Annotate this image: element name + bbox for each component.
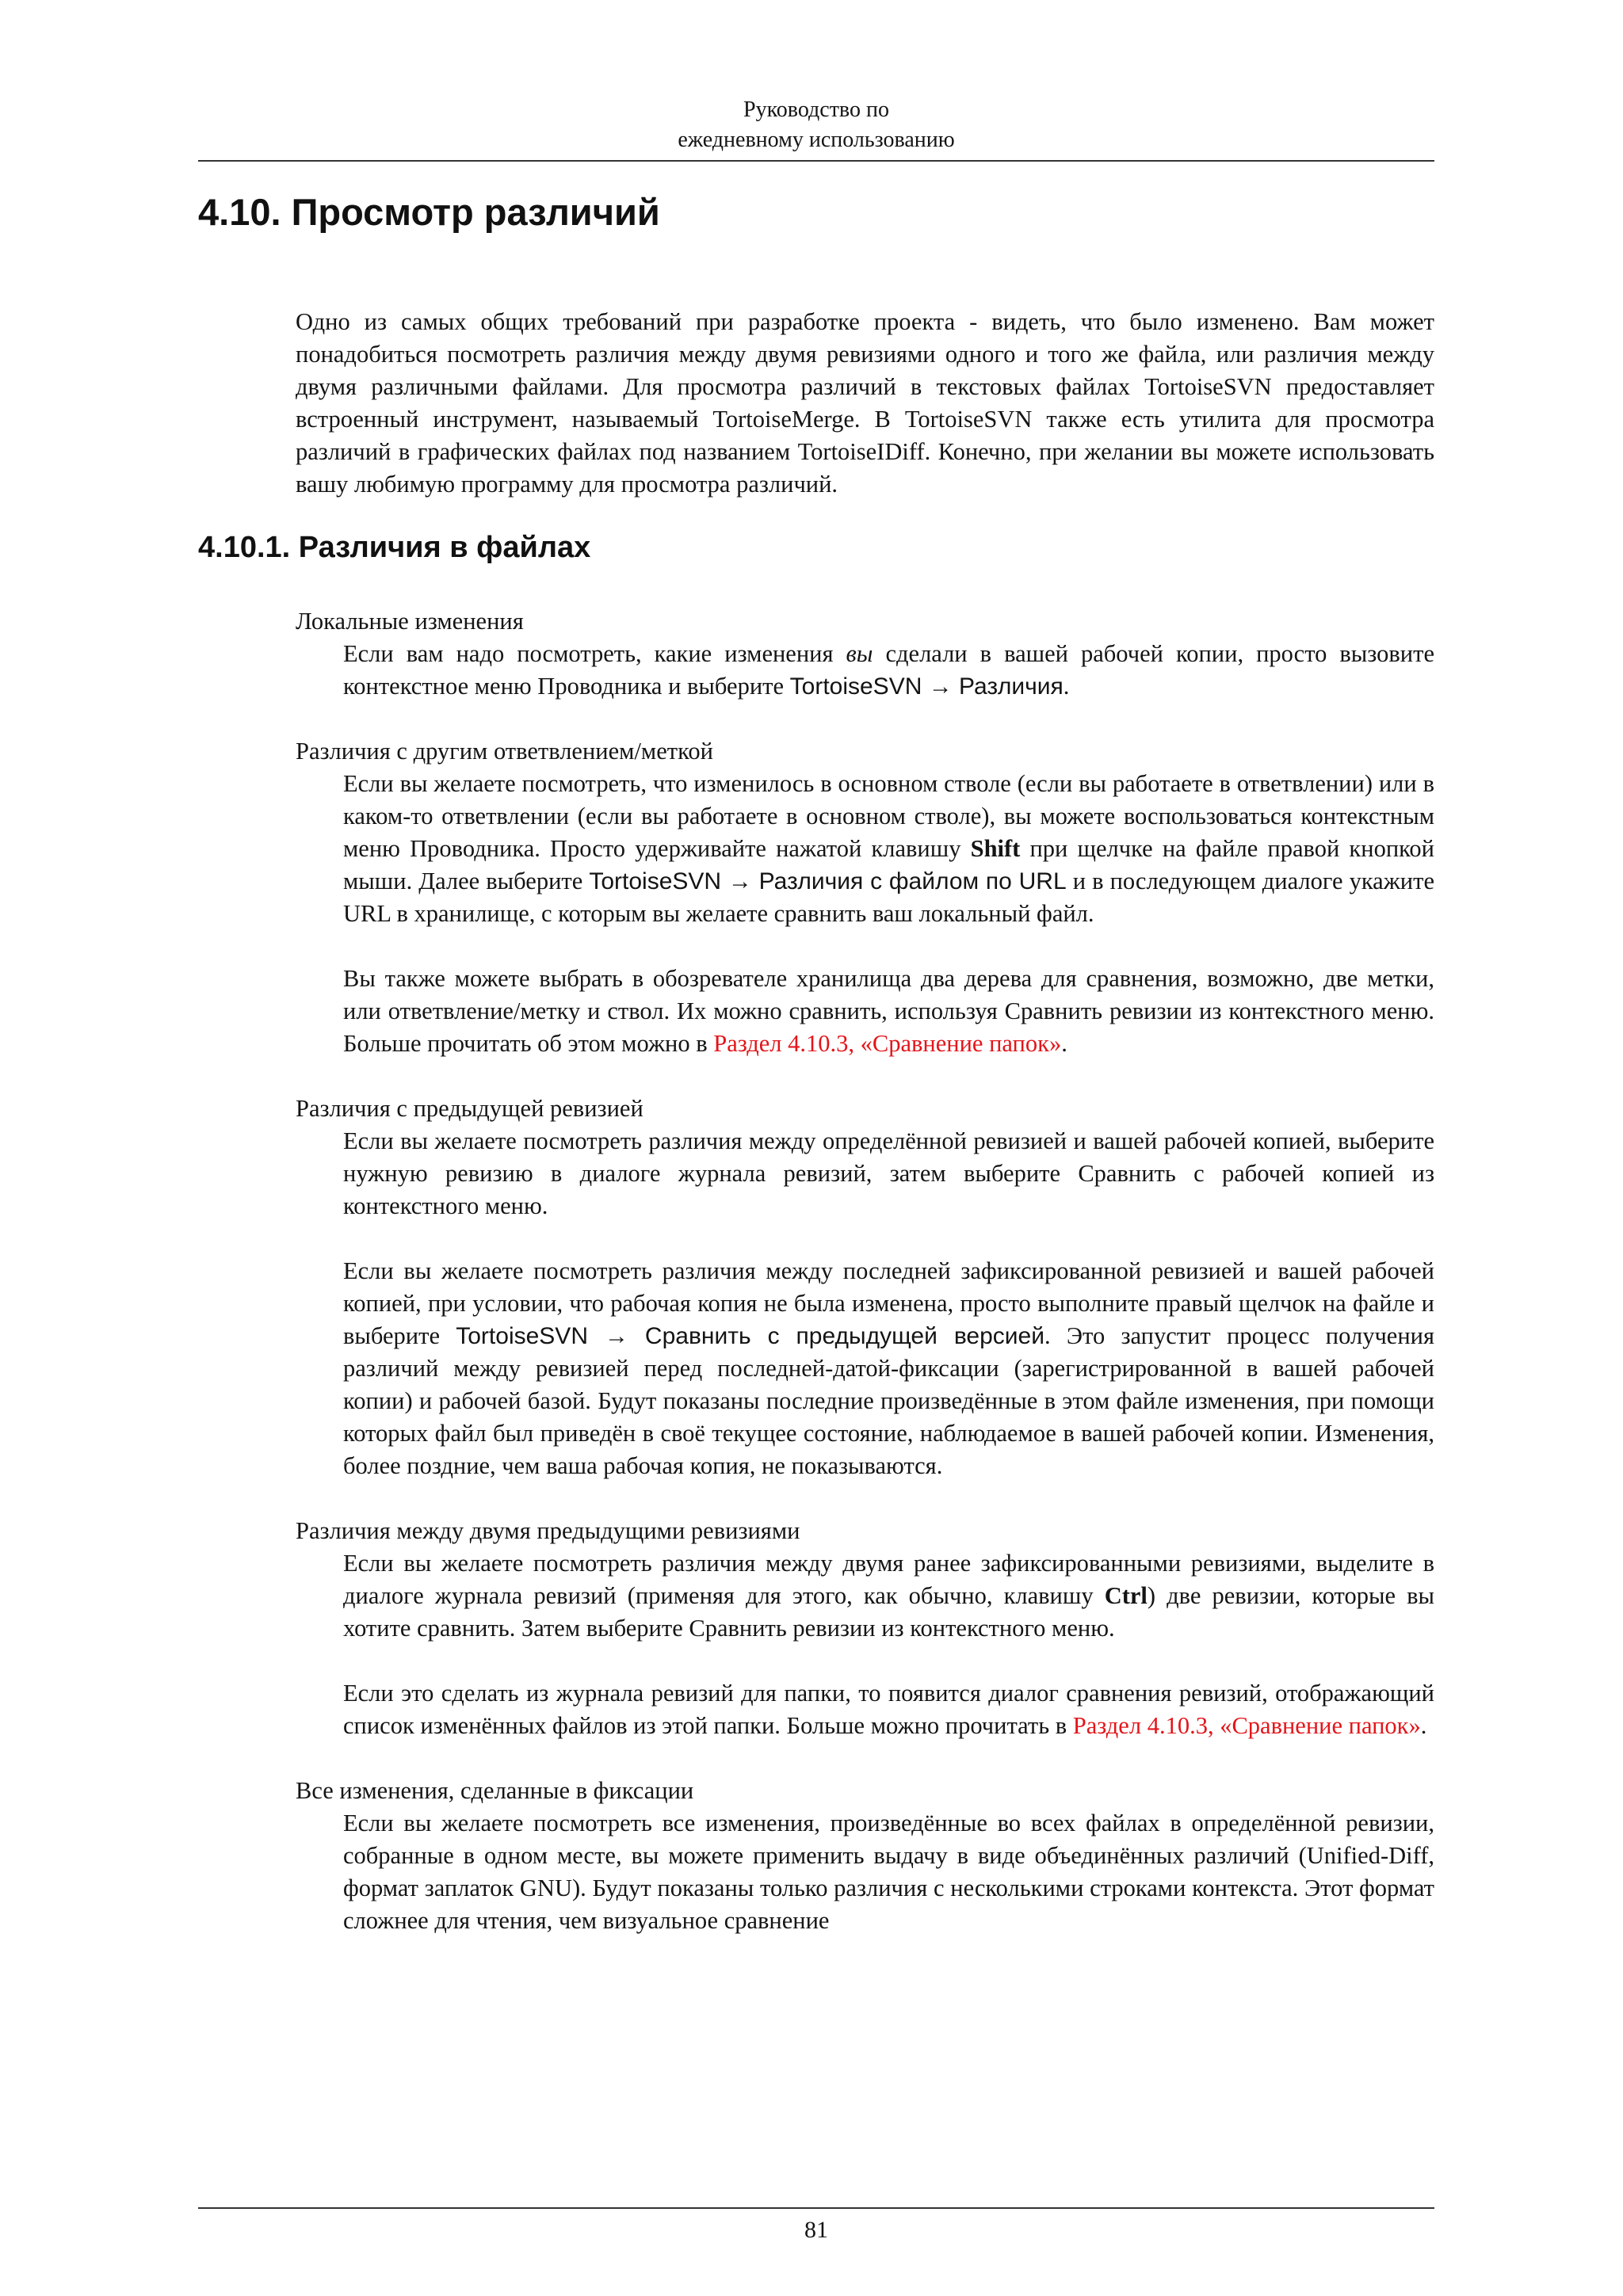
text: Если вы желаете посмотреть различия между последней зафиксированной ревизией и вашей рабочей копией, при условии, что рабочая копия не была изменена, просто выполните правый щелчок на файле и выберите (343, 1257, 1434, 1349)
text: Если вам надо посмотреть, какие изменения (343, 640, 846, 667)
key-shift: Shift (970, 835, 1021, 862)
def-two-revisions (343, 1547, 1434, 1742)
term-branch-diff: Различия с другим ответвлением/меткой (296, 738, 713, 765)
entry-branch-diff (296, 735, 1434, 1060)
term-two-revisions: Различия между двумя предыдущими ревизиями (296, 1517, 800, 1544)
paragraph: Если вы желаете посмотреть различия между определённой ревизией и вашей рабочей копией, выберите нужную ревизию в диалоге журнала ревизий, затем выберите Сравнить с рабочей копией из контекстного меню. (343, 1127, 1434, 1219)
paragraph (343, 963, 1434, 1060)
term-commit-changes: Все изменения, сделанные в фиксации (296, 1777, 694, 1804)
menu-path: TortoiseSVN → Сравнить с предыдущей версией (456, 1323, 1045, 1349)
def-prev-revision (343, 1125, 1434, 1482)
text: Если вы желаете посмотреть различия между двумя ранее зафиксированными ревизиями, выделите в диалоге журнала ревизий (применяя для этого, как обычно, клавишу (343, 1550, 1434, 1609)
text: . (1420, 1712, 1427, 1739)
page-number: 81 (198, 2207, 1434, 2244)
entry-two-revisions (296, 1515, 1434, 1742)
menu-path: TortoiseSVN → Различия (789, 673, 1064, 700)
header-line-2: ежедневному использованию (678, 128, 955, 152)
entry-local-changes (296, 605, 1434, 703)
paragraph: Если вы желаете посмотреть все изменения, произведённые во всех файлах в определённой ревизии, собранные в одном месте, вы можете применить выдачу в виде объединённых различий (Unified-Diff, формат заплаток GNU). Будут показаны только различия с несколькими строками контекста. Этот формат сложнее для чтения, чем визуальное сравнение (343, 1810, 1434, 1934)
running-header (198, 95, 1434, 162)
menu-path: TortoiseSVN → Различия с файлом по URL (589, 868, 1067, 894)
text: . (1061, 1030, 1067, 1057)
text: Если вы желаете посмотреть, что изменилось в основном стволе (если вы работаете в ответвлении) или в каком-то ответвлении (если вы работаете в основном стволе), вы можете воспользоваться контекстным меню Проводника. Просто удерживайте нажатой клавишу (343, 770, 1434, 862)
section-title: 4.10.1. Различия в файлах (198, 531, 591, 564)
emphasis: вы (846, 640, 873, 667)
paragraph (343, 638, 1434, 703)
paragraph (343, 1547, 1434, 1645)
text: . Это запустит процесс получения различий между ревизией перед последней-датой-фиксации (зарегистрированной в вашей рабочей копии) и рабочей базой. Будут показаны последние произведённые в этом файле изменения, при помощи которых файл был приведён в своё текущее состояние, наблюдаемое в вашей рабочей копии. Изменения, более поздние, чем ваша рабочая копия, не показываются. (343, 1322, 1434, 1479)
entry-prev-revision (296, 1093, 1434, 1482)
paragraph (343, 768, 1434, 930)
text: ) две ревизии, которые вы хотите сравнить. Затем выберите Сравнить ревизии из контекстного меню. (343, 1582, 1434, 1642)
paragraph (343, 1677, 1434, 1742)
def-commit-changes (343, 1807, 1434, 1937)
definition-list (296, 605, 1434, 1970)
text: Если это сделать из журнала ревизий для папки, то появится диалог сравнения ревизий, отображающий список изменённых файлов из этой папки. Больше можно прочитать в (343, 1680, 1434, 1739)
text: Вы также можете выбрать в обозревателе хранилища два дерева для сравнения, возможно, две метки, или ответвление/метку и ствол. Их можно сравнить, используя Сравнить ревизии из контекстного меню. Больше прочитать об этом можно в (343, 965, 1434, 1057)
term-prev-revision: Различия с предыдущей ревизией (296, 1095, 643, 1122)
text: . (1063, 673, 1070, 700)
page-title: 4.10. Просмотр различий (198, 191, 660, 233)
text: при щелчке на файле правой кнопкой мыши. Далее выберите (343, 835, 1434, 894)
text: и в последующем диалоге укажите URL в хранилище, с которым вы желаете сравнить ваш локальный файл. (343, 868, 1434, 927)
def-local-changes (343, 638, 1434, 703)
text: сделали в вашей рабочей копии, просто вызовите контекстное меню Проводника и выберите (343, 640, 1434, 700)
term-local-changes: Локальные изменения (296, 608, 524, 635)
entry-commit-changes (296, 1775, 1434, 1937)
header-line-1: Руководство по (743, 97, 889, 122)
def-branch-diff (343, 768, 1434, 1060)
section-link[interactable]: Раздел 4.10.3, «Сравнение папок» (713, 1030, 1062, 1057)
intro-paragraph: Одно из самых общих требований при разработке проекта - видеть, что было изменено. Вам может понадобиться посмотреть различия между двумя ревизиями одного и того же файла, или различия между двумя различными файлами. Для просмотра различий в текстовых файлах TortoiseSVN предоставляет встроенный инструмент, называемый TortoiseMerge. В TortoiseSVN также есть утилита для просмотра различий в графических файлах под названием TortoiseIDiff. Конечно, при желании вы можете использовать вашу любимую программу для просмотра различий. (296, 308, 1434, 498)
paragraph (343, 1255, 1434, 1482)
key-ctrl: Ctrl (1104, 1582, 1148, 1609)
section-link[interactable]: Раздел 4.10.3, «Сравнение папок» (1072, 1712, 1421, 1739)
